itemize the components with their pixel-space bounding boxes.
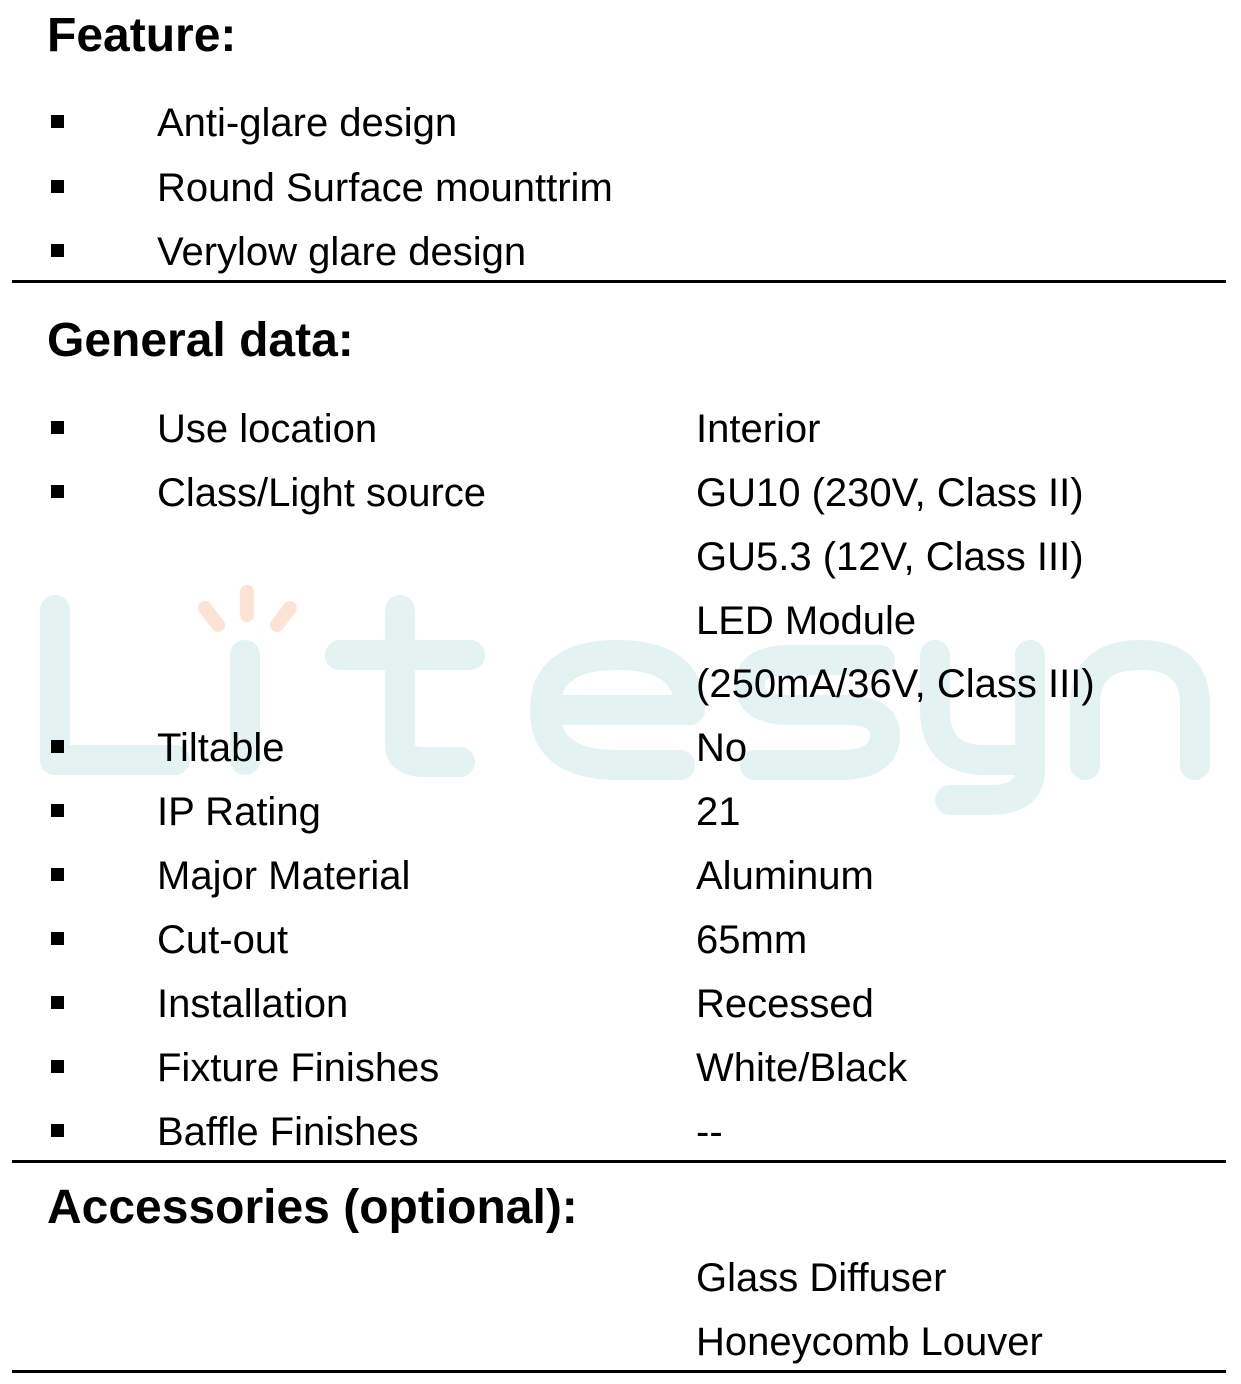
bullet-icon [51, 1060, 64, 1073]
accessories-heading: Accessories (optional): [47, 1181, 578, 1234]
bullet-icon [51, 932, 64, 945]
spec-label-fixture-finishes: Fixture Finishes [157, 1046, 440, 1090]
spec-value-ip-rating: 21 [696, 790, 741, 834]
spec-value-class-light-source: GU10 (230V, Class II) [696, 471, 1084, 515]
spec-label-use-location: Use location [157, 407, 378, 451]
spec-label-installation: Installation [157, 982, 349, 1026]
spec-label-tiltable: Tiltable [157, 726, 285, 770]
feature-heading: Feature: [47, 9, 237, 62]
spec-label-class-light-source: Class/Light source [157, 471, 487, 515]
feature-item: Round Surface mounttrim [157, 166, 613, 210]
spec-value-tiltable: No [696, 726, 748, 770]
bullet-icon [51, 115, 64, 128]
spec-value-use-location: Interior [696, 407, 821, 451]
spec-label-baffle-finishes: Baffle Finishes [157, 1110, 419, 1154]
bullet-icon [51, 1124, 64, 1137]
feature-item: Anti-glare design [157, 101, 458, 145]
spec-value-fixture-finishes: White/Black [696, 1046, 908, 1090]
bullet-icon [51, 485, 64, 498]
section-divider [12, 1370, 1226, 1373]
spec-value-cut-out: 65mm [696, 918, 808, 962]
spec-value-major-material: Aluminum [696, 854, 874, 898]
bullet-icon [51, 180, 64, 193]
bullet-icon [51, 421, 64, 434]
spec-label-ip-rating: IP Rating [157, 790, 321, 834]
section-divider [12, 280, 1226, 283]
accessory-item: Honeycomb Louver [696, 1320, 1043, 1364]
section-divider [12, 1160, 1226, 1163]
spec-value-class-light-source: (250mA/36V, Class III) [696, 662, 1095, 706]
feature-item: Verylow glare design [157, 230, 527, 274]
accessory-item: Glass Diffuser [696, 1256, 947, 1300]
spec-value-baffle-finishes: -- [696, 1110, 723, 1154]
bullet-icon [51, 996, 64, 1009]
bullet-icon [51, 868, 64, 881]
spec-label-major-material: Major Material [157, 854, 411, 898]
spec-value-class-light-source: LED Module [696, 599, 917, 643]
spec-value-class-light-source: GU5.3 (12V, Class III) [696, 535, 1084, 579]
bullet-icon [51, 740, 64, 753]
general-data-heading: General data: [47, 314, 354, 367]
spec-value-installation: Recessed [696, 982, 874, 1026]
bullet-icon [51, 804, 64, 817]
spec-label-cut-out: Cut-out [157, 918, 289, 962]
bullet-icon [51, 244, 64, 257]
